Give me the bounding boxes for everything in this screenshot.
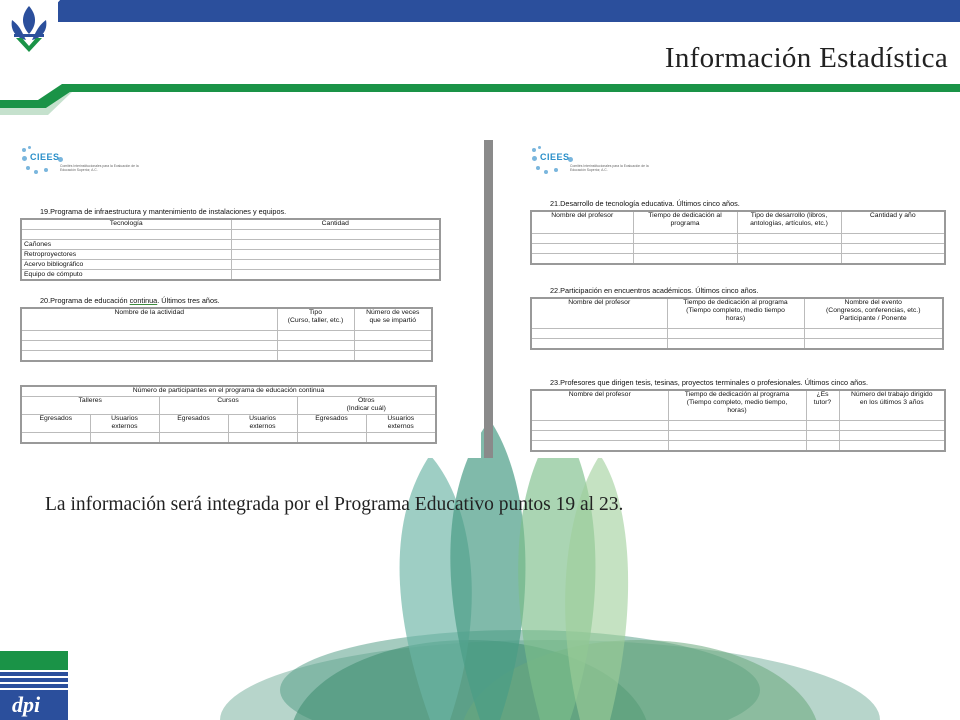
ciees-logo-text: CIEES bbox=[30, 152, 60, 162]
table-cell bbox=[277, 340, 354, 350]
col-header: Cantidad y año bbox=[841, 211, 945, 233]
table-encuentros-academicos bbox=[530, 297, 944, 350]
form-page-right bbox=[528, 140, 948, 458]
sub-header: Egresados bbox=[159, 415, 228, 433]
row-label: Cañones bbox=[21, 240, 231, 250]
table-cell bbox=[277, 350, 354, 361]
col-header: Tipo de desarrollo (libros, antologías, artículos, etc.) bbox=[737, 211, 841, 233]
table-tecnologia-educativa bbox=[530, 210, 946, 265]
section-20-title-link: continua bbox=[129, 296, 158, 305]
col-header: Tiempo de dedicación al programa (Tiempo completo, medio tiempo, horas) bbox=[668, 390, 806, 420]
table-cell bbox=[354, 340, 432, 350]
table-cell bbox=[841, 253, 945, 264]
group-header: Cursos bbox=[159, 397, 297, 415]
table-infraestructura bbox=[20, 218, 441, 281]
table-cell bbox=[21, 340, 277, 350]
table-cell bbox=[231, 240, 440, 250]
sub-header: Usuarios externos bbox=[90, 415, 159, 433]
table-cell bbox=[231, 260, 440, 270]
top-blue-bar bbox=[40, 0, 960, 22]
col-header: Tipo (Curso, taller, etc.) bbox=[277, 308, 354, 330]
table-cell bbox=[354, 350, 432, 361]
section-20-title bbox=[40, 296, 220, 305]
table-cell bbox=[668, 440, 806, 451]
table-cell bbox=[531, 243, 633, 253]
table-cell bbox=[737, 253, 841, 264]
table-cell bbox=[159, 433, 228, 444]
table-cell bbox=[804, 338, 943, 349]
table-cell bbox=[21, 230, 231, 240]
section-22-title: 22.Participación en encuentros académicos. Últimos cinco años. bbox=[550, 286, 759, 295]
table-cell bbox=[806, 440, 839, 451]
table-cell bbox=[531, 440, 668, 451]
table-cell bbox=[737, 233, 841, 243]
table-cell bbox=[531, 253, 633, 264]
table-cell bbox=[804, 328, 943, 338]
ciees-logo bbox=[530, 144, 650, 178]
table-cell bbox=[839, 440, 945, 451]
table-cell bbox=[531, 233, 633, 243]
table-cell bbox=[667, 338, 804, 349]
table-cell bbox=[668, 420, 806, 430]
section-23-title: 23.Profesores que dirigen tesis, tesinas, proyectos terminales o profesionales. Últimos cinco años. bbox=[550, 378, 868, 387]
group-header: Talleres bbox=[21, 397, 159, 415]
sub-header: Egresados bbox=[21, 415, 90, 433]
table-cell bbox=[633, 243, 737, 253]
table-cell bbox=[231, 270, 440, 281]
ciees-logo-text: CIEES bbox=[540, 152, 570, 162]
sub-header: Egresados bbox=[297, 415, 366, 433]
col-header: Nombre del profesor bbox=[531, 390, 668, 420]
sub-header: Usuarios externos bbox=[366, 415, 436, 433]
table-cell bbox=[806, 430, 839, 440]
col-header: ¿Es tutor? bbox=[806, 390, 839, 420]
table-cell bbox=[531, 430, 668, 440]
page-divider bbox=[484, 140, 493, 458]
col-header: Nombre de la actividad bbox=[21, 308, 277, 330]
section-20-title-suffix: . Últimos tres años. bbox=[157, 296, 220, 305]
page-title: Información Estadística bbox=[664, 42, 948, 74]
table-cell bbox=[90, 433, 159, 444]
table-cell bbox=[633, 253, 737, 264]
table-participantes bbox=[20, 385, 437, 444]
table-cell bbox=[231, 230, 440, 240]
table-cell bbox=[366, 433, 436, 444]
ciees-logo-subtitle: Comités Interinstitucionales para la Evaluación de la Educación Superior, A.C. bbox=[570, 164, 649, 172]
col-header: Número del trabajo dirigido en los últimos 3 años bbox=[839, 390, 945, 420]
table-cell bbox=[737, 243, 841, 253]
ciees-logo bbox=[20, 144, 140, 178]
col-header: Tiempo de dedicación al programa bbox=[633, 211, 737, 233]
section-21-title: 21.Desarrollo de tecnología educativa. Últimos cinco años. bbox=[550, 199, 740, 208]
form-page-left bbox=[18, 140, 481, 458]
table-cell bbox=[839, 420, 945, 430]
col-header: Nombre del profesor bbox=[531, 298, 667, 328]
group-header: Otros (Indicar cuál) bbox=[297, 397, 436, 415]
row-label: Retroproyectores bbox=[21, 250, 231, 260]
table-cell bbox=[277, 330, 354, 340]
uv-flower-logo bbox=[0, 0, 58, 58]
col-header: Tecnología bbox=[21, 219, 231, 230]
table-cell bbox=[531, 420, 668, 430]
table-cell bbox=[806, 420, 839, 430]
table-cell bbox=[841, 233, 945, 243]
slide-caption: La información será integrada por el Programa Educativo puntos 19 al 23. bbox=[45, 494, 624, 515]
col-header: Nombre del profesor bbox=[531, 211, 633, 233]
section-20-title-prefix: 20.Programa de educación bbox=[40, 296, 130, 305]
top-green-bar bbox=[0, 84, 960, 108]
table-direccion-tesis bbox=[530, 389, 946, 452]
table-cell bbox=[231, 250, 440, 260]
table-cell bbox=[633, 233, 737, 243]
table-cell bbox=[841, 243, 945, 253]
dgpi-logo-text: dpi bbox=[12, 692, 41, 717]
row-label: Acervo bibliográfico bbox=[21, 260, 231, 270]
table-cell bbox=[667, 328, 804, 338]
table-cell bbox=[21, 350, 277, 361]
section-19-title: 19.Programa de infraestructura y mantenimiento de instalaciones y equipos. bbox=[40, 207, 287, 216]
table-cell bbox=[531, 328, 667, 338]
ciees-logo-subtitle: Comités Interinstitucionales para la Evaluación de la Educación Superior, A.C. bbox=[60, 164, 139, 172]
table-cell bbox=[668, 430, 806, 440]
leaf-decoration bbox=[220, 420, 880, 720]
col-header: Nombre del evento (Congresos, conferencias, etc.) Participante / Ponente bbox=[804, 298, 943, 328]
table-cell bbox=[228, 433, 297, 444]
participants-title: Número de participantes en el programa de educación continua bbox=[21, 386, 436, 397]
table-cell bbox=[354, 330, 432, 340]
col-header: Número de veces que se impartió bbox=[354, 308, 432, 330]
table-cell bbox=[21, 330, 277, 340]
table-cell bbox=[21, 433, 90, 444]
row-label: Equipo de cómputo bbox=[21, 270, 231, 281]
table-educacion-continua bbox=[20, 307, 433, 362]
sub-header: Usuarios externos bbox=[228, 415, 297, 433]
table-cell bbox=[297, 433, 366, 444]
table-cell bbox=[839, 430, 945, 440]
col-header: Cantidad bbox=[231, 219, 440, 230]
col-header: Tiempo de dedicación al programa (Tiempo completo, medio tiempo horas) bbox=[667, 298, 804, 328]
table-cell bbox=[531, 338, 667, 349]
